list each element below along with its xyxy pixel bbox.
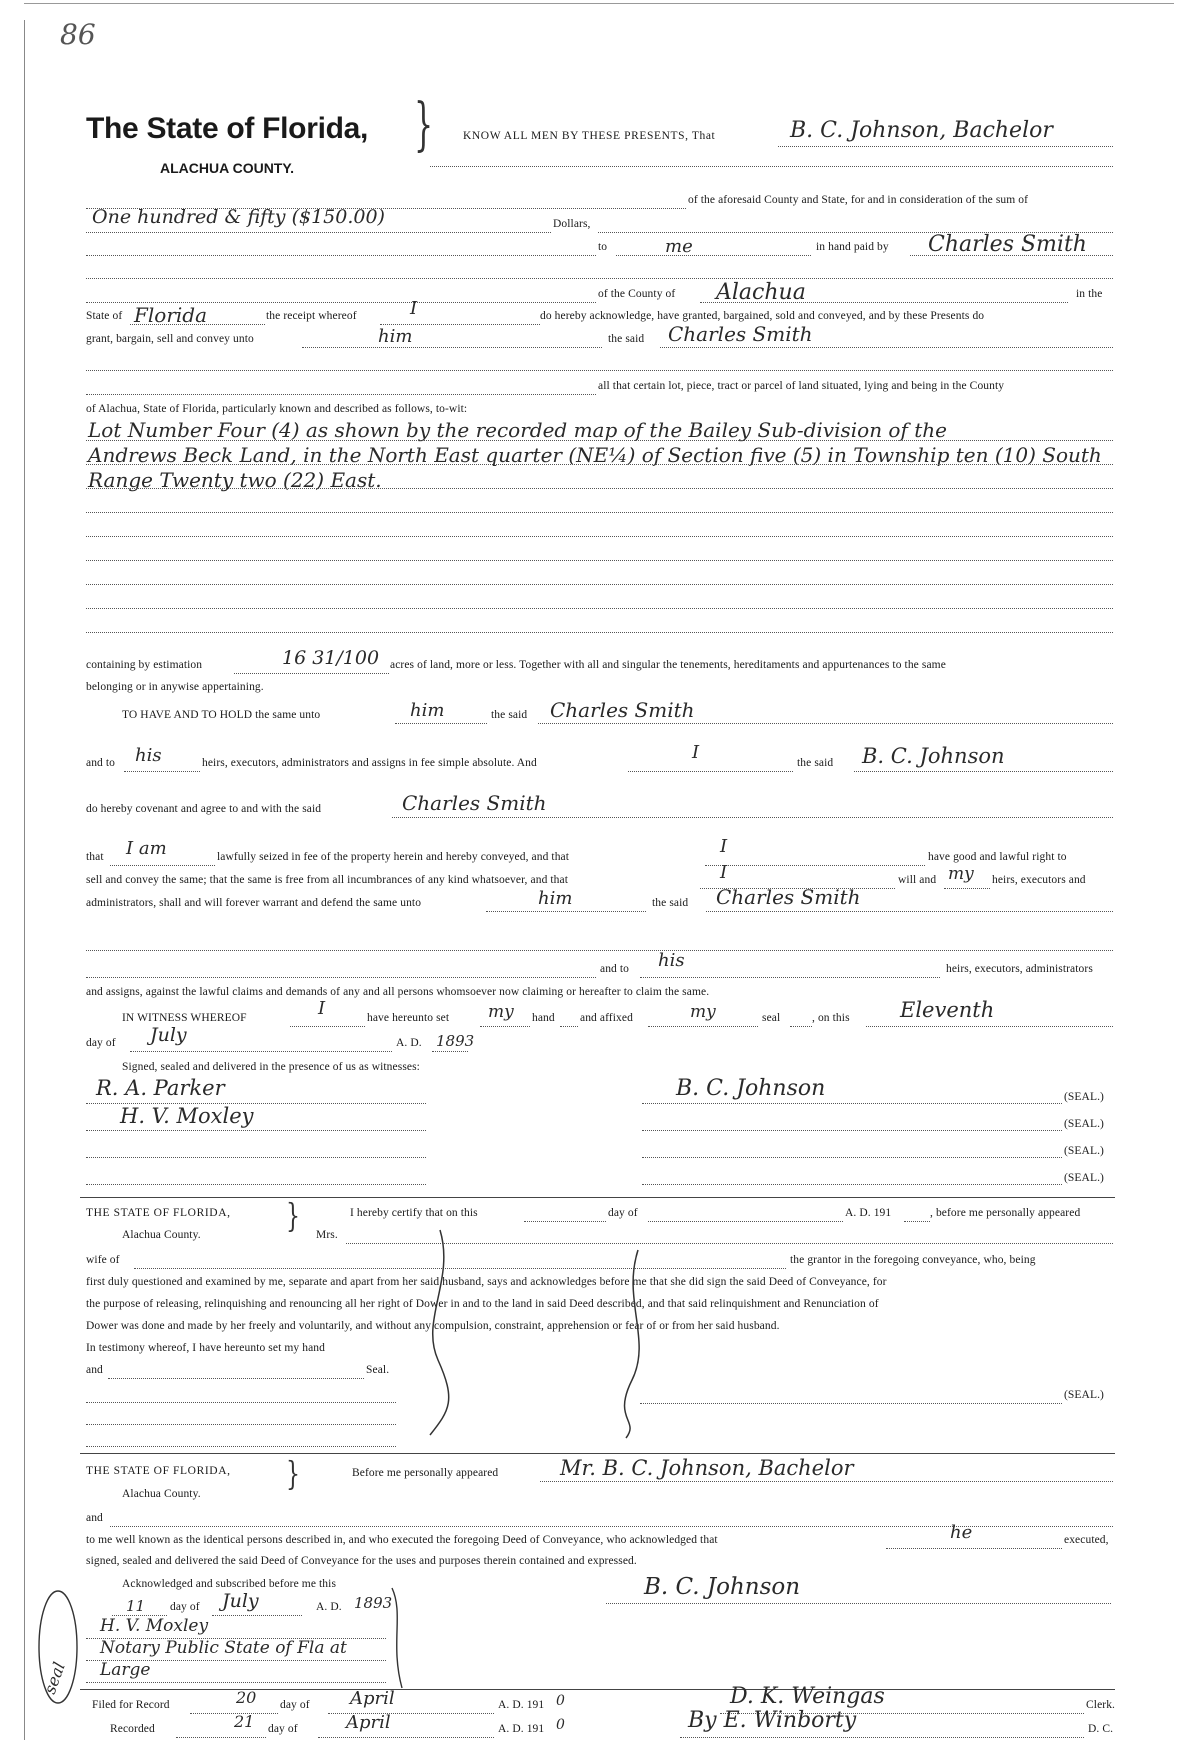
- witness-1-signature: R. A. Parker: [96, 1076, 225, 1100]
- filed-label: Filed for Record: [92, 1699, 170, 1711]
- filed-ad: A. D. 191: [498, 1699, 545, 1711]
- dotted-line: [176, 1737, 266, 1738]
- and-assigns-text: and assigns, against the lawful claims and demands of any and all persons whomsoever now claiming or hereafter to claim the same.: [86, 986, 710, 998]
- dower-brace: }: [286, 1197, 300, 1236]
- recorded-month-value: April: [346, 1712, 391, 1733]
- dower-ad: A. D. 191: [845, 1207, 892, 1219]
- filed-month-value: April: [350, 1688, 395, 1709]
- dower-state: THE STATE OF FLORIDA,: [86, 1207, 231, 1219]
- unto-value: him: [378, 326, 413, 347]
- administrators-text: administrators, shall and will forever warrant and defend the same unto: [86, 897, 422, 909]
- set-value: my: [488, 1002, 514, 1022]
- have-said-label: the said: [491, 709, 528, 721]
- legal-description-line-2: Andrews Beck Land, in the North East quarter (NE¼) of Section five (5) in Township ten (10) South: [88, 443, 1102, 467]
- dower-county: Alachua County.: [122, 1229, 201, 1241]
- dotted-line: [110, 865, 215, 866]
- lawfully-text: lawfully seized in fee of the property herein and hereby conveyed, and that: [217, 851, 570, 863]
- dotted-line: [86, 1446, 396, 1447]
- dower-day-of: day of: [608, 1207, 638, 1219]
- affixed-value: my: [690, 1002, 716, 1022]
- said-value: Charles Smith: [668, 322, 813, 346]
- seal-label-3: (SEAL.): [1064, 1145, 1104, 1157]
- dotted-line: [660, 347, 1113, 348]
- sum-amount: One hundred & fifty ($150.00): [92, 206, 385, 228]
- dotted-line: [910, 255, 1113, 256]
- ack-to-me-value: he: [950, 1522, 973, 1543]
- month-value: July: [150, 1024, 187, 1046]
- grant-text: grant, bargain, sell and convey unto: [86, 333, 254, 345]
- dotted-line: [886, 1548, 1062, 1549]
- ack-signature: B. C. Johnson: [644, 1574, 801, 1600]
- recorded-ad: A. D. 191: [498, 1723, 545, 1735]
- to-value: me: [665, 236, 693, 257]
- ack-brace-stroke: [386, 1584, 416, 1694]
- dower-line-3: Dower was done and made by her freely and voluntarily, and without any compulsion, constraint, apprehension or fear of or from her said husband.: [86, 1320, 780, 1332]
- have-hereunto-label: have hereunto set: [367, 1012, 450, 1024]
- notary-seal-mark: seal: [40, 1659, 69, 1697]
- dotted-line: [395, 723, 487, 724]
- dower-and: and: [86, 1364, 103, 1376]
- dower-before-me: , before me personally appeared: [930, 1207, 1081, 1219]
- dower-certify-text: I hereby certify that on this: [350, 1207, 478, 1219]
- recorded-label: Recorded: [110, 1723, 155, 1735]
- and-to2-label: and to: [600, 963, 630, 975]
- dotted-line: [86, 1184, 426, 1185]
- to-have-text: TO HAVE AND TO HOLD the same unto: [122, 709, 321, 721]
- dotted-line: [86, 255, 596, 256]
- have-good-text: have good and lawful right to: [928, 851, 1067, 863]
- ad-label: A. D.: [396, 1037, 422, 1049]
- year-value: 1893: [436, 1032, 475, 1050]
- of-alachua-text: of Alachua, State of Florida, particularly known and described as follows, to-wit:: [86, 403, 468, 415]
- admin-value: him: [538, 888, 573, 909]
- dotted-line: [538, 723, 1113, 724]
- dotted-line: [108, 1378, 364, 1379]
- section-divider-1: [80, 1197, 1115, 1198]
- dotted-line: [86, 977, 596, 978]
- receipt-label: the receipt whereof: [266, 310, 357, 322]
- lawfully-value: I: [720, 836, 728, 857]
- day-of-label: day of: [86, 1037, 116, 1049]
- dotted-line: [944, 888, 990, 889]
- dotted-line: [86, 512, 1113, 513]
- ack-and: and: [86, 1512, 103, 1524]
- sell-convey-text: sell and convey the same; that the same is free from all incumbrances of any kind whatsoever, and that: [86, 874, 569, 886]
- ack-day-of: day of: [170, 1601, 200, 1613]
- top-margin-line: [24, 3, 1174, 4]
- on-this-label: , on this: [812, 1012, 850, 1024]
- ack-appeared-name: Mr. B. C. Johnson, Bachelor: [560, 1456, 854, 1480]
- county-label: ALACHUA COUNTY.: [160, 160, 295, 176]
- filed-year-value: 0: [556, 1693, 565, 1709]
- legal-description-line-3: Range Twenty two (22) East.: [88, 468, 382, 492]
- receipt-value: I: [410, 298, 418, 319]
- dotted-line: [642, 1103, 1062, 1104]
- that-label: that: [86, 851, 104, 863]
- dotted-line: [648, 1221, 843, 1222]
- dotted-line: [86, 232, 551, 233]
- dotted-line: [486, 911, 646, 912]
- seal-label-1: (SEAL.): [1064, 1091, 1104, 1103]
- dotted-line: [540, 1481, 1113, 1482]
- and-to-label: and to: [86, 757, 116, 769]
- dotted-line: [648, 1026, 758, 1027]
- dotted-line: [234, 673, 389, 674]
- hand-paid-label: in hand paid by: [816, 241, 889, 253]
- will-value: my: [948, 864, 974, 884]
- all-that-text: all that certain lot, piece, tract or parcel of land situated, lying and being in the County: [598, 380, 1005, 392]
- ack-acknowledged-text: Acknowledged and subscribed before me this: [122, 1578, 337, 1590]
- dower-seal-dot: Seal.: [366, 1364, 390, 1376]
- dotted-line: [616, 255, 811, 256]
- day-value: Eleventh: [900, 998, 995, 1022]
- notary-line-2: Notary Public State of Fla at: [100, 1638, 347, 1658]
- ack-year-value: 1893: [354, 1594, 393, 1612]
- clerk-label: Clerk.: [1086, 1699, 1116, 1711]
- recorded-year-value: 0: [556, 1717, 565, 1733]
- state-value: Florida: [134, 303, 207, 327]
- county-of-label: of the County of: [598, 288, 676, 300]
- ack-brace: }: [286, 1455, 300, 1494]
- dotted-line: [86, 608, 1113, 609]
- deputy-clerk-signature: By E. Winborty: [688, 1708, 857, 1733]
- dotted-line: [290, 1026, 365, 1027]
- dower-wife-of: wife of: [86, 1254, 120, 1266]
- county-value: Alachua: [716, 280, 806, 305]
- dotted-line: [86, 464, 1113, 465]
- dotted-line: [706, 911, 1113, 912]
- hand-label: hand: [532, 1012, 555, 1024]
- ack-state: THE STATE OF FLORIDA,: [86, 1465, 231, 1477]
- dotted-line: [86, 394, 596, 395]
- seal-label-inline: seal: [762, 1012, 781, 1024]
- dotted-line: [124, 771, 200, 772]
- grantor-name: B. C. Johnson, Bachelor: [790, 118, 1053, 143]
- dotted-line: [700, 302, 1068, 303]
- dotted-line: [430, 166, 1113, 167]
- filed-day-value: 20: [236, 1688, 257, 1707]
- recorded-day-of: day of: [268, 1723, 298, 1735]
- dotted-line: [86, 560, 1113, 561]
- dotted-line: [86, 1424, 396, 1425]
- ack-signed-text: signed, sealed and delivered the said Deed of Conveyance for the uses and purposes therein contained and expressed.: [86, 1555, 637, 1567]
- ack-county: Alachua County.: [122, 1488, 201, 1500]
- dotted-line: [212, 1615, 302, 1616]
- dotted-line: [606, 1603, 1111, 1604]
- heirs-said-value: B. C. Johnson: [862, 744, 1005, 768]
- and-value: I: [692, 742, 700, 763]
- dotted-line: [86, 1638, 386, 1639]
- witness-2-signature: H. V. Moxley: [120, 1104, 254, 1128]
- dotted-line: [432, 1051, 468, 1052]
- grantee-name: Charles Smith: [928, 232, 1087, 257]
- dotted-line: [302, 347, 602, 348]
- dotted-line: [130, 1051, 392, 1052]
- the-said-label: the said: [608, 333, 645, 345]
- sell-value: I: [720, 862, 728, 883]
- deputy-clerk-label: D. C.: [1088, 1723, 1114, 1735]
- dotted-line: [86, 536, 1113, 537]
- acres-value: 16 31/100: [282, 647, 380, 669]
- dotted-line: [778, 146, 1113, 147]
- dotted-line: [790, 1026, 812, 1027]
- that-value: I am: [126, 838, 167, 859]
- dower-line-2: the purpose of releasing, relinquishing and renouncing all her right of Dower in and to the land in said Deed described, and that said relinquishment and Renunciation of: [86, 1298, 879, 1310]
- know-all-text: KNOW ALL MEN BY THESE PRESENTS, That: [463, 130, 716, 142]
- containing-label: containing by estimation: [86, 659, 203, 671]
- state-title: The State of Florida,: [86, 112, 369, 145]
- grantor-signature: B. C. Johnson: [676, 1076, 826, 1101]
- will-and-label: will and: [898, 874, 937, 886]
- dotted-line: [705, 865, 925, 866]
- dotted-line: [904, 1221, 930, 1222]
- dotted-line: [86, 1157, 426, 1158]
- to-label: to: [598, 241, 608, 253]
- dower-seal-label: (SEAL.): [1064, 1389, 1104, 1401]
- consideration-text: of the aforesaid County and State, for and in consideration of the sum of: [688, 194, 1029, 206]
- ack-before-me: Before me personally appeared: [352, 1467, 499, 1479]
- dollars-label: Dollars,: [553, 218, 591, 230]
- and-to-value: his: [135, 745, 162, 766]
- section-divider-2: [80, 1453, 1115, 1454]
- seal-label-2: (SEAL.): [1064, 1118, 1104, 1130]
- left-margin-line: [24, 20, 25, 1740]
- belonging-text: belonging or in anywise appertaining.: [86, 681, 264, 693]
- dotted-line: [86, 1682, 386, 1683]
- notary-seal-outline: [36, 1588, 80, 1706]
- notary-line-3: Large: [100, 1660, 151, 1680]
- dotted-line: [854, 771, 1113, 772]
- page-number: 86: [60, 18, 96, 51]
- dotted-line: [86, 370, 1113, 371]
- and-to2-value: his: [658, 950, 685, 971]
- dotted-line: [380, 324, 540, 325]
- dotted-line: [86, 278, 1113, 279]
- dotted-line: [86, 208, 686, 209]
- dotted-line: [86, 1402, 396, 1403]
- covenant-value: Charles Smith: [402, 791, 547, 815]
- dotted-line: [866, 1026, 1113, 1027]
- heirs-text: heirs, executors, administrators and assigns in fee simple absolute. And: [202, 757, 537, 769]
- have-value: him: [410, 700, 445, 721]
- dotted-line: [628, 771, 793, 772]
- signed-sealed-text: Signed, sealed and delivered in the presence of us as witnesses:: [122, 1061, 420, 1073]
- heirs-said-label: the said: [797, 757, 834, 769]
- dotted-line: [480, 1026, 530, 1027]
- header-brace: }: [414, 92, 434, 159]
- do-hereby-text: do hereby acknowledge, have granted, bargained, sold and conveyed, and by these Presents do: [540, 310, 985, 322]
- ack-ad: A. D.: [316, 1601, 342, 1613]
- dotted-line: [560, 1026, 578, 1027]
- covenant-text: do hereby covenant and agree to and with the said: [86, 803, 322, 815]
- recorded-day-value: 21: [234, 1712, 255, 1731]
- dotted-line: [318, 1737, 494, 1738]
- admin-said-value: Charles Smith: [716, 885, 861, 909]
- cancel-strokes: [400, 1220, 660, 1440]
- notary-line-1: H. V. Moxley: [100, 1616, 209, 1636]
- dotted-line: [86, 584, 1113, 585]
- dotted-line: [86, 488, 1113, 489]
- dotted-line: [642, 1157, 1062, 1158]
- in-witness-label: IN WITNESS WHEREOF: [122, 1012, 247, 1024]
- state-of-label: State of: [86, 310, 123, 322]
- seal-label-4: (SEAL.): [1064, 1172, 1104, 1184]
- witness-value: I: [318, 998, 326, 1019]
- dotted-line: [86, 440, 1113, 441]
- dower-grantor-text: the grantor in the foregoing conveyance, who, being: [790, 1254, 1036, 1266]
- ack-to-me-text: to me well known as the identical persons described in, and who executed the foregoing Deed of Conveyance, who acknowledged that: [86, 1534, 718, 1546]
- in-the-label: in the: [1076, 288, 1103, 300]
- dotted-line: [640, 977, 940, 978]
- dotted-line: [130, 324, 265, 325]
- dotted-line: [680, 1737, 1084, 1738]
- dower-testimony: In testimony whereof, I have hereunto set my hand: [86, 1342, 325, 1354]
- heirs-exec-and-text: heirs, executors and: [992, 874, 1086, 886]
- dotted-line: [86, 950, 1113, 951]
- and-affixed-label: and affixed: [580, 1012, 633, 1024]
- ack-executed: executed,: [1064, 1534, 1109, 1546]
- dotted-line: [86, 1660, 386, 1661]
- dotted-line: [640, 1403, 1062, 1404]
- dotted-line: [86, 632, 1113, 633]
- dotted-line: [642, 1130, 1062, 1131]
- dotted-line: [392, 817, 1113, 818]
- ack-month-value: July: [222, 1590, 259, 1612]
- dower-line-1: first duly questioned and examined by me, separate and apart from her said husband, says and acknowledges before me that she did sign the said Deed of Conveyance, for: [86, 1276, 887, 1288]
- dotted-line: [86, 1130, 426, 1131]
- filed-day-of: day of: [280, 1699, 310, 1711]
- dotted-line: [642, 1184, 1062, 1185]
- have-said-value: Charles Smith: [550, 698, 695, 722]
- legal-description-line-1: Lot Number Four (4) as shown by the recorded map of the Bailey Sub-division of the: [88, 418, 947, 442]
- clerk-signature: D. K. Weingas: [730, 1684, 885, 1709]
- acres-text: acres of land, more or less. Together with all and singular the tenements, hereditaments and appurtenances to the same: [390, 659, 946, 671]
- ack-day-value: 11: [126, 1597, 146, 1615]
- dower-mrs: Mrs.: [316, 1229, 338, 1241]
- heirs-exec-admin-text: heirs, executors, administrators: [946, 963, 1093, 975]
- admin-said-label: the said: [652, 897, 689, 909]
